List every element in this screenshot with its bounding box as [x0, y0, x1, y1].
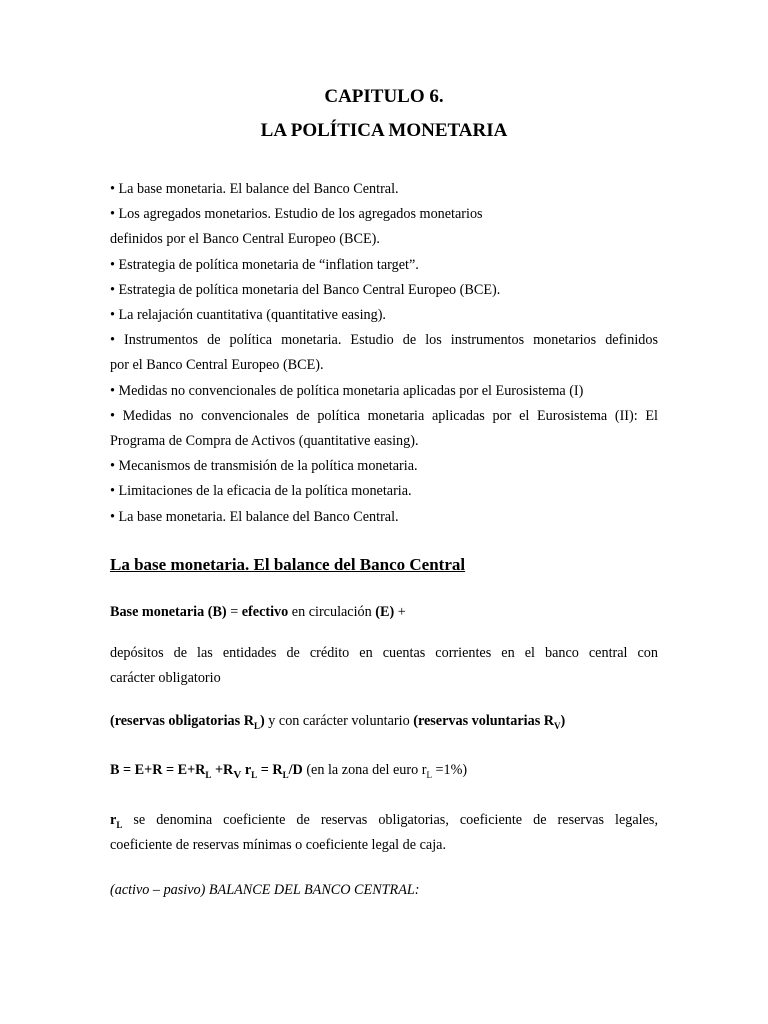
list-item: • La relajación cuantitativa (quantitative easing).	[110, 307, 386, 324]
balance-heading: (activo – pasivo) BALANCE DEL BANCO CENTRAL:	[110, 882, 420, 898]
list-item-continuation: definidos por el Banco Central Europeo (BCE).	[110, 231, 380, 248]
subscript: L	[116, 820, 123, 830]
subscript: L	[251, 770, 258, 780]
symbol-r: r	[110, 812, 117, 828]
subscript: V	[233, 769, 242, 781]
equation-text: B = E+R = E+R	[110, 762, 206, 778]
term-e: (E)	[375, 604, 395, 620]
list-item: • Estrategia de política monetaria del Banco Central Europeo (BCE).	[110, 281, 501, 298]
list-item: • Los agregados monetarios. Estudio de los agregados monetarios	[110, 206, 483, 223]
base-monetaria-equation	[110, 758, 658, 783]
chapter-title: LA POLÍTICA MONETARIA	[260, 120, 508, 141]
base-monetaria-definition	[110, 600, 658, 625]
reservas-obligatorias-term	[110, 713, 265, 729]
term-text: (reservas voluntarias R	[413, 713, 555, 729]
list-item: • La base monetaria. El balance del Banco Central.	[110, 181, 399, 197]
list-item: • La base monetaria. El balance del Banco Central.	[110, 508, 399, 525]
definition-text: en circulación	[288, 604, 376, 620]
chapter-contents-list	[110, 177, 658, 530]
chapter-number: CAPITULO 6.	[324, 86, 444, 107]
equation-note: =1%)	[431, 762, 468, 778]
paragraph-line: carácter obligatorio	[110, 670, 221, 686]
list-item: • Instrumentos de política monetaria. Estudio de los instrumentos monetarios definidos	[110, 332, 658, 349]
paragraph-text: se denomina coeficiente de reservas obligatorias, coeficiente de reservas legales,	[122, 812, 658, 828]
depositos-paragraph	[110, 641, 658, 691]
subscript: L	[253, 721, 260, 731]
list-item: • Limitaciones de la eficacia de la política monetaria.	[110, 483, 412, 500]
subscript: L	[426, 770, 432, 780]
list-item-continuation: por el Banco Central Europeo (BCE).	[110, 357, 324, 374]
reservas-voluntarias-term	[413, 713, 565, 729]
section-heading: La base monetaria. El balance del Banco Central	[110, 555, 466, 574]
paragraph-text: y con carácter voluntario	[264, 713, 414, 729]
equation-text: r	[241, 762, 252, 778]
list-item: • Mecanismos de transmisión de la política monetaria.	[110, 458, 418, 475]
equation-text: = R	[257, 762, 283, 778]
subscript: V	[554, 721, 561, 731]
equation-text: +R	[211, 762, 234, 778]
subscript: L	[282, 770, 289, 780]
term-text: )	[560, 713, 566, 729]
list-item: • Estrategia de política monetaria de “inflation target”.	[110, 256, 419, 273]
list-item-continuation: Programa de Compra de Activos (quantitative easing).	[110, 433, 419, 450]
term-text: (reservas obligatorias R	[110, 713, 254, 729]
paragraph-line: depósitos de las entidades de crédito en cuentas corrientes en el banco central con	[110, 645, 658, 661]
paragraph-line	[110, 808, 658, 833]
subscript: L	[205, 770, 212, 780]
list-item: • Medidas no convencionales de política monetaria aplicadas por el Eurosistema (I)	[110, 382, 584, 399]
term-efectivo: efectivo	[241, 604, 289, 620]
equals-sign: =	[226, 604, 242, 620]
plus-sign: +	[394, 604, 406, 620]
equation-note: (en la zona del euro r	[302, 762, 427, 778]
reservas-paragraph	[110, 709, 658, 734]
term-base-monetaria: Base monetaria (B)	[110, 604, 227, 620]
equation-text: /D	[288, 762, 303, 778]
list-item: • Medidas no convencionales de política monetaria aplicadas por el Eurosistema (II): El	[110, 407, 658, 424]
coeficiente-paragraph	[110, 808, 658, 858]
paragraph-line: coeficiente de reservas mínimas o coeficiente legal de caja.	[110, 837, 446, 853]
equation-bold	[110, 762, 303, 781]
term-text: )	[259, 713, 265, 729]
